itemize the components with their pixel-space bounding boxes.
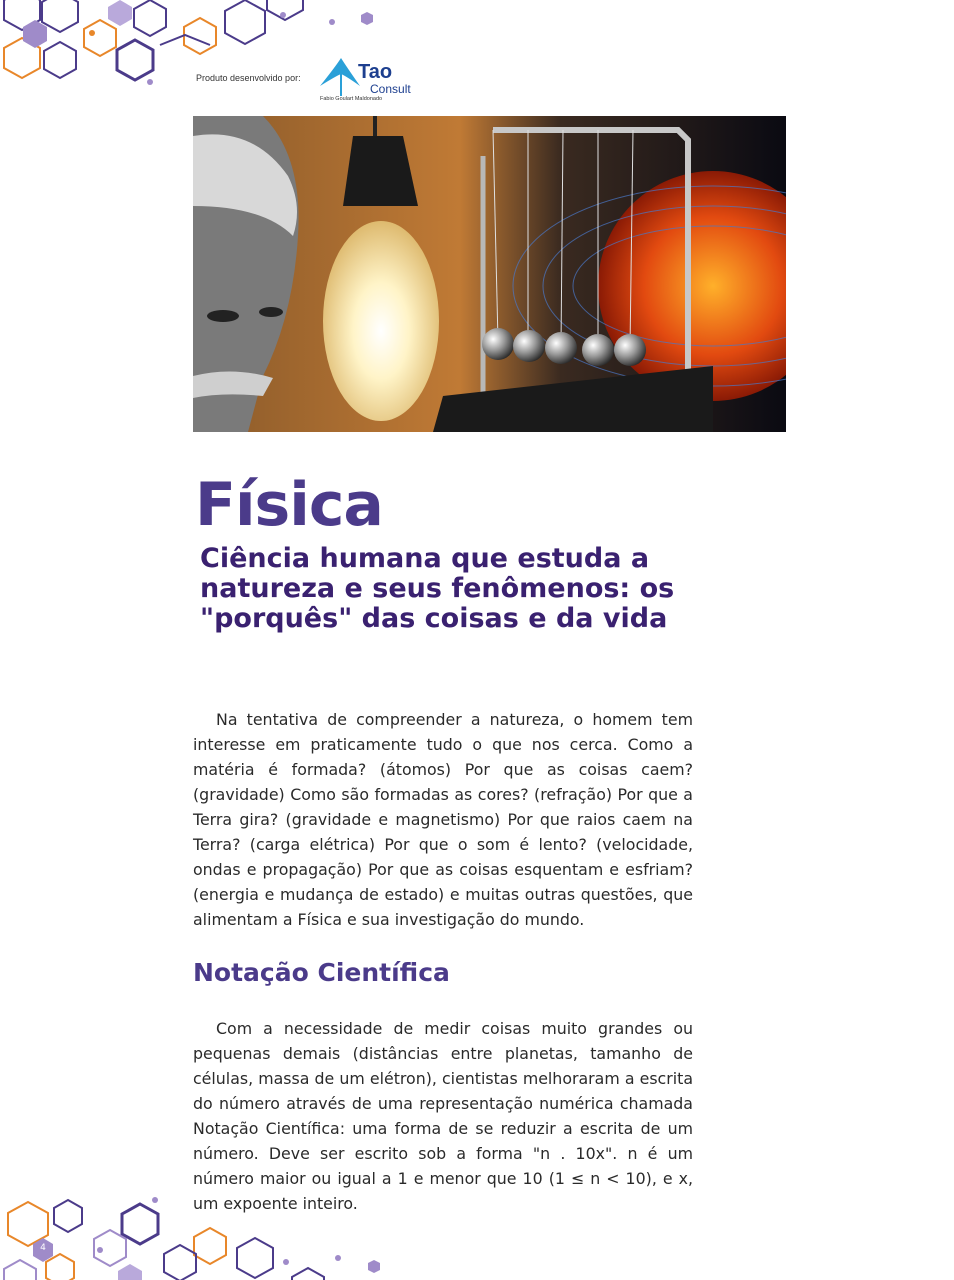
producer-label: Produto desenvolvido por:: [196, 73, 301, 83]
page-title: Física: [195, 470, 383, 540]
section-paragraph: Com a necessidade de medir coisas muito grandes ou pequenas demais (distâncias entre planetas, tamanho de células, massa de um elétron), cientistas melhoraram a escrita do número através de uma representação numérica chamada Notação Científica: uma forma de se reduzir a escrita de um número. Deve ser escrito sob a forma "n . 10x". n é um número maior ou igual a 1 e menor que 10 (1 ≤ n < 10), e x, um expoente inteiro.: [193, 1019, 693, 1213]
logo-author: Fabio Goulart Maldonado: [320, 96, 383, 102]
page-number: 4: [40, 1243, 46, 1253]
hexagon-decoration-bottom: [0, 1190, 390, 1280]
intro-paragraph: Na tentativa de compreender a natureza, o homem tem interesse em praticamente tudo o que nos cerca. Como a matéria é formada? (átomos) Por que as coisas caem? (gravidade) Como são formadas as cores? (refração) Por que a Terra gira? (gravidade e magnetismo) Por que raios caem na Terra? (carga elétrica) Por que o som é lento? (velocidade, ondas e propagação) Por que as coisas esquentam e esfriam? (energia e mudança de estado) e muitas outras questões, que alimentam a Física e sua investigação do mundo.: [193, 710, 693, 929]
hero-image: [193, 116, 786, 432]
section-heading: Notação Científica: [193, 958, 450, 987]
logo-sub: Consult: [370, 82, 411, 96]
logo-name: Tao: [358, 61, 393, 83]
page-subtitle: Ciência humana que estuda a natureza e seus fenômenos: os "porquês" das coisas e da vida: [200, 543, 675, 634]
